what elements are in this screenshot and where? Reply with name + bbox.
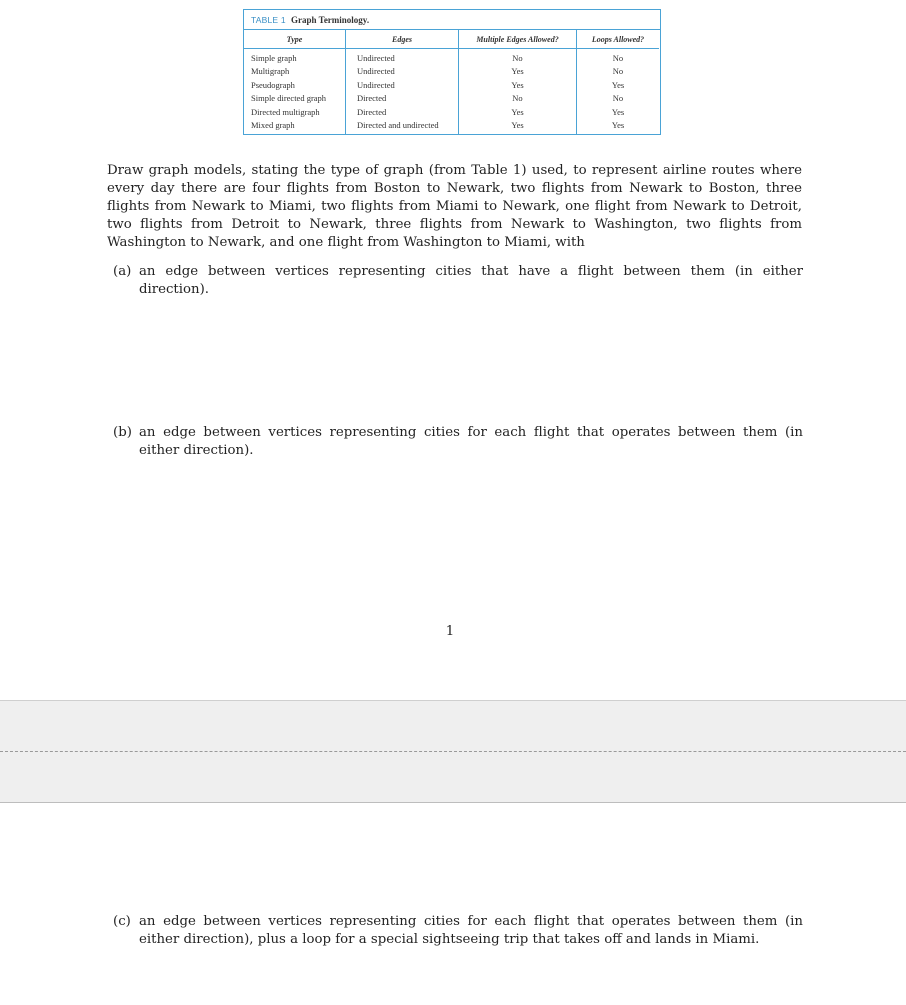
edges-cell: Undirected	[357, 53, 395, 63]
multiple-edges-cell: Yes	[511, 119, 524, 130]
problem-statement: Draw graph models, stating the type of graph (from Table 1) used, to represent airline routes where every day there are four flights from Boston to Newark, two flights from Newark to Boston, three flights from Newark to Miami, two flights from Miami to Newark, one flight from Newark to Detroit, two flights from Detroit to Newark, three flights from Newark to Washington, two flights from Washington to Newark, and one flight from Washington to Miami, with	[107, 163, 802, 250]
page-number: 1	[445, 624, 455, 639]
part-text: an edge between vertices representing cities that have a flight between them (in either direction).	[139, 264, 803, 297]
page-gap-bottom	[0, 752, 906, 803]
header-loops: Loops Allowed?	[576, 30, 659, 49]
multiple-edges-cell: No	[512, 93, 523, 104]
part-b	[113, 424, 803, 460]
part-text: an edge between vertices representing cities for each flight that operates between them (in either direction).	[139, 425, 803, 458]
edges-cell: Undirected	[357, 66, 395, 77]
header-edges: Edges	[345, 30, 458, 49]
part-label: (c)	[113, 914, 131, 929]
column-loops	[576, 49, 659, 135]
multiple-edges-cell: Yes	[511, 66, 524, 77]
edges-cell: Directed and undirected	[357, 119, 439, 130]
part-a	[113, 263, 803, 299]
type-cell: Simple graph	[251, 53, 297, 63]
page-gap-top	[0, 700, 906, 752]
table-body	[244, 30, 660, 135]
graph-terminology-table	[243, 9, 661, 135]
table-label: TABLE 1	[251, 15, 286, 25]
edges-cell: Directed	[357, 93, 387, 104]
edges-cell: Undirected	[357, 79, 395, 90]
table-caption	[244, 10, 660, 30]
part-label: (a)	[113, 264, 132, 279]
loops-cell: No	[612, 66, 624, 77]
type-cell: Simple directed graph	[251, 93, 327, 104]
multiple-edges-cell: Yes	[511, 79, 524, 90]
loops-cell: Yes	[611, 79, 625, 90]
multiple-edges-cell: Yes	[511, 106, 524, 117]
type-cell: Mixed graph	[251, 119, 295, 130]
loops-cell: No	[612, 53, 624, 63]
column-edges	[345, 49, 458, 135]
type-cell: Directed multigraph	[251, 106, 320, 117]
header-type: Type	[244, 30, 345, 49]
type-cell: Multigraph	[251, 66, 290, 77]
part-label: (b)	[113, 425, 132, 440]
column-type	[244, 49, 345, 135]
loops-cell: Yes	[611, 106, 625, 117]
header-multiple-edges: Multiple Edges Allowed?	[458, 30, 576, 49]
table-title: Graph Terminology.	[291, 15, 370, 25]
part-c	[113, 913, 803, 949]
edges-cell: Directed	[357, 106, 387, 117]
type-cell: Pseudograph	[251, 79, 295, 90]
multiple-edges-cell: No	[512, 53, 523, 63]
loops-cell: No	[612, 93, 624, 104]
page-2	[0, 803, 906, 1005]
column-multiple-edges	[458, 49, 576, 135]
loops-cell: Yes	[611, 119, 625, 130]
part-text: an edge between vertices representing cities for each flight that operates between them (in either direction), plus a loop for a special sightseeing trip that takes off and lands in Miami.	[139, 914, 803, 947]
